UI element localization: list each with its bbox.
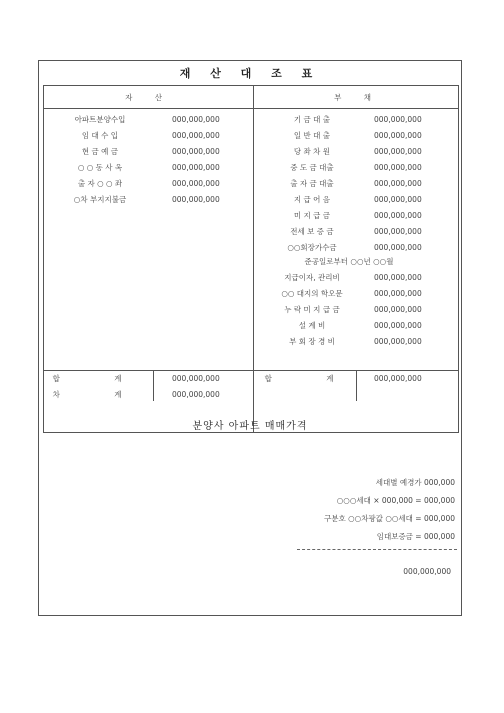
sale-price-line: ○○○세대 × 000,000 = 000,000 [336,496,455,505]
column-divider [253,86,254,432]
liability-name: 당 좌 차 원 [293,147,331,156]
liability-name: 지급이자, 관리비 [284,273,340,282]
liabilities-total-label: 합 계 [264,374,360,383]
liability-name: 부 회 장 경 비 [289,337,335,346]
totals-divider [44,370,458,371]
document-frame [38,60,462,616]
sale-price-total: 000,000,000 [403,567,451,576]
liability-value: 000,000,000 [374,321,422,330]
liability-value: 000,000,000 [374,243,422,252]
liability-name: 출 자 금 대출 [290,179,334,188]
liability-name: 기 금 대 출 [293,115,331,124]
liability-name: 설 계 비 [298,321,326,330]
liability-name: 누 락 미 지 급 금 [284,305,340,314]
asset-name: ○ ○ 동 사 옥 [77,163,123,172]
asset-value: 000,000,000 [172,131,220,140]
liability-name: ○○ 대지의 학오문 [281,289,343,298]
sale-price-line: 세대별 예경가 000,000 [375,478,455,487]
sum-divider [297,549,457,550]
liability-value: 000,000,000 [374,131,422,140]
asset-value: 000,000,000 [172,179,220,188]
asset-name: ○차 부지지불금 [73,195,127,204]
header-divider [44,108,458,109]
liability-value: 000,000,000 [374,289,422,298]
liability-value: 000,000,000 [374,179,422,188]
liability-value: 000,000,000 [374,163,422,172]
assets-header: 자 산 [125,93,172,102]
liability-value: 000,000,000 [374,147,422,156]
sale-price-title: 분양사 아파트 매매가격 [192,421,308,432]
liability-name: 중 도 금 대출 [290,163,334,172]
liability-value: 000,000,000 [374,227,422,236]
asset-name: 현 금 예 금 [81,147,119,156]
liabilities-header: 부 채 [334,93,381,102]
asset-value: 000,000,000 [172,195,220,204]
sale-price-line: 구분호 ○○차팡값 ○○세대 = 000,000 [324,514,455,523]
assets-total-label: 합 계 [52,374,148,383]
asset-value: 000,000,000 [172,147,220,156]
document-title: 재 산 대 조 표 [179,67,321,80]
assets-diff-label: 차 계 [52,390,148,399]
liability-value: 000,000,000 [374,305,422,314]
assets-total-value: 000,000,000 [172,374,220,383]
liability-name: 미 지 급 금 [293,211,331,220]
asset-value: 000,000,000 [172,163,220,172]
liability-value: 000,000,000 [374,273,422,282]
liability-name: ○○회장가수금 [287,243,337,252]
liabilities-total-value: 000,000,000 [374,374,422,383]
liability-name: 지 급 어 음 [293,195,331,204]
liability-value: 000,000,000 [374,195,422,204]
liability-name: 일 반 대 출 [293,131,331,140]
assets-diff-value: 000,000,000 [172,390,220,399]
liability-value: 000,000,000 [374,211,422,220]
liability-name: 전세 보 증 금 [290,227,334,236]
liability-value: 000,000,000 [374,337,422,346]
balance-sheet-table [43,85,459,433]
asset-name: 임 대 수 입 [81,131,119,140]
asset-name: 출 자 ○ ○ 좌 [77,179,123,188]
liability-note: 준공일로부터 ○○년 ○○월 [304,257,394,266]
sale-price-line: 임대보증금 = 000,000 [376,532,455,541]
asset-value: 000,000,000 [172,115,220,124]
liability-value: 000,000,000 [374,115,422,124]
asset-name: 아파트분양수입 [74,115,126,124]
totals-left-divider [153,370,154,401]
